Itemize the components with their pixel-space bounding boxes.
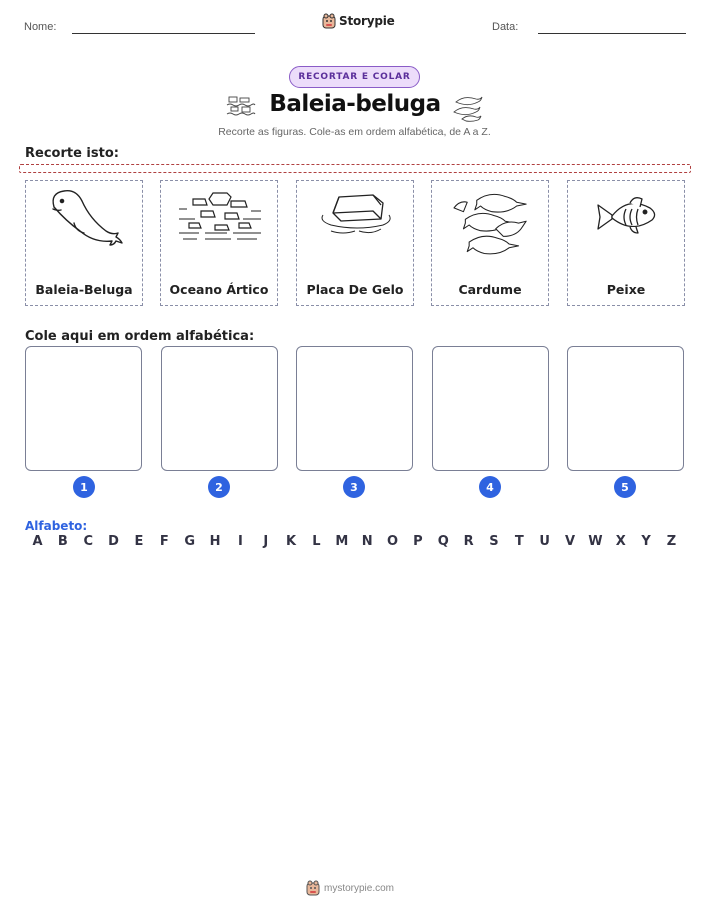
date-label: Data:	[492, 21, 519, 33]
alphabet-letter: N	[361, 534, 373, 549]
alphabet-letter: R	[463, 534, 474, 549]
footer	[306, 880, 394, 896]
alphabet-letter: C	[83, 534, 93, 549]
brand-name: Storypie	[339, 14, 395, 28]
alphabet-letter: W	[588, 534, 603, 549]
number-badge-5: 5	[614, 476, 636, 498]
paste-box-2[interactable]	[161, 346, 278, 471]
paste-box-1[interactable]	[25, 346, 142, 471]
cut-card[interactable]	[567, 180, 685, 306]
alphabet-letter: X	[615, 534, 626, 549]
cut-card[interactable]	[25, 180, 143, 306]
dolphins-deco-icon	[452, 92, 486, 122]
instructions: Recorte as figuras. Cole-as em ordem alfabética, de A a Z.	[218, 126, 491, 138]
footer-url[interactable]: mystorypie.com	[324, 882, 395, 894]
alphabet-letter: E	[134, 534, 144, 549]
card-label: Oceano Ártico	[169, 282, 269, 297]
card-label: Placa De Gelo	[306, 282, 404, 297]
alphabet-letter: G	[184, 534, 195, 549]
cut-heading: Recorte isto:	[25, 146, 119, 161]
cut-card[interactable]	[296, 180, 414, 306]
ice-pattern-icon	[226, 95, 256, 119]
cut-line	[19, 164, 691, 173]
alphabet-letter: S	[489, 534, 499, 549]
storypie-logo-icon	[322, 13, 336, 29]
activity-badge: RECORTAR E COLAR	[289, 66, 420, 88]
paste-box-4[interactable]	[432, 346, 549, 471]
alphabet-letter: O	[387, 534, 399, 549]
alphabet-letter: P	[413, 534, 423, 549]
card-label: Peixe	[606, 282, 646, 297]
storypie-logo-icon	[306, 880, 320, 896]
brand	[322, 13, 395, 29]
card-label: Cardume	[458, 282, 522, 297]
alphabet-letter: J	[263, 534, 269, 549]
alphabet-letter: L	[312, 534, 321, 549]
name-line[interactable]	[72, 33, 255, 34]
page-title: Baleia-beluga	[269, 91, 441, 117]
ice-floe-icon	[311, 187, 401, 263]
paste-box-3[interactable]	[296, 346, 413, 471]
alphabet-letter: T	[514, 534, 524, 549]
number-badge-1: 1	[73, 476, 95, 498]
number-badge-2: 2	[208, 476, 230, 498]
alphabet-row	[25, 534, 684, 549]
arctic-ocean-icon	[175, 187, 265, 263]
cut-card[interactable]	[431, 180, 549, 306]
alphabet-letter: M	[335, 534, 349, 549]
beluga-whale-icon	[40, 187, 130, 263]
number-badge-4: 4	[479, 476, 501, 498]
alphabet-label: Alfabeto:	[25, 519, 88, 533]
alphabet-letter: B	[57, 534, 68, 549]
alphabet-letter: Y	[641, 534, 651, 549]
fish-icon	[582, 187, 672, 263]
alphabet-letter: F	[159, 534, 169, 549]
number-badge-3: 3	[343, 476, 365, 498]
alphabet-letter: A	[32, 534, 43, 549]
school-of-dolphins-icon	[446, 187, 536, 263]
alphabet-letter: U	[539, 534, 550, 549]
date-line[interactable]	[538, 33, 686, 34]
alphabet-letter: Z	[666, 534, 677, 549]
paste-box-5[interactable]	[567, 346, 684, 471]
alphabet-letter: V	[565, 534, 576, 549]
alphabet-letter: D	[108, 534, 119, 549]
card-label: Baleia-Beluga	[35, 282, 133, 297]
cut-card[interactable]	[160, 180, 278, 306]
alphabet-letter: H	[209, 534, 221, 549]
paste-heading: Cole aqui em ordem alfabética:	[25, 329, 255, 344]
alphabet-letter: I	[237, 534, 243, 549]
name-label: Nome:	[24, 21, 57, 33]
alphabet-letter: Q	[437, 534, 449, 549]
alphabet-letter: K	[286, 534, 297, 549]
